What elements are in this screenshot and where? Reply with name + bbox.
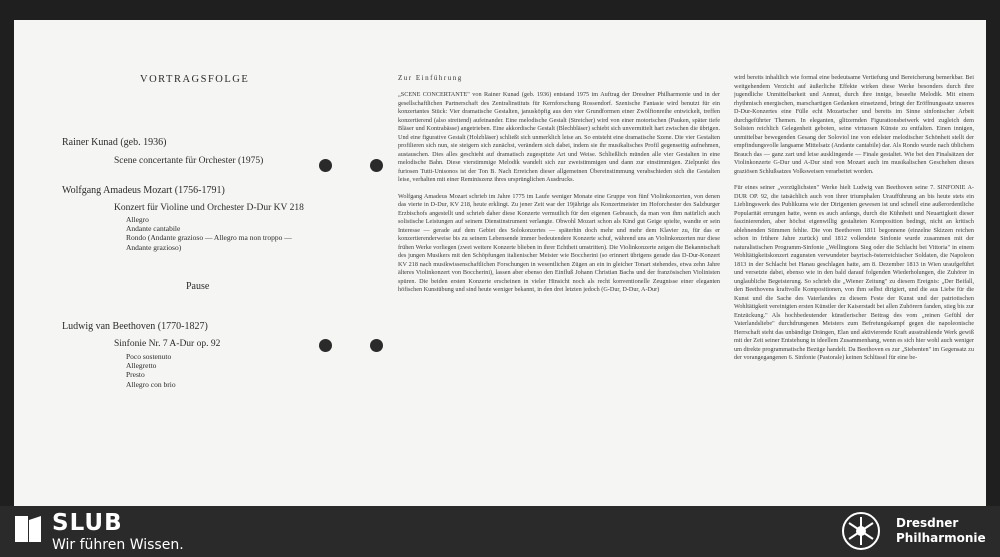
movement: Allegro (126, 215, 149, 224)
composer-2: Wolfgang Amadeus Mozart (1756-1791) (62, 185, 225, 196)
composer-1: Rainer Kunad (geb. 1936) (62, 137, 167, 148)
binding-hole (370, 159, 383, 172)
movement: Andante grazioso) (126, 242, 182, 252)
program-sheet (14, 20, 986, 506)
dp-name-line1: Dresdner (896, 516, 959, 530)
footer-bar (0, 506, 1000, 557)
work-1: Scene concertante für Orchester (1975) (114, 156, 264, 166)
movement: Poco sostenuto (126, 352, 172, 361)
work-2: Konzert für Violine und Orchester D-Dur KV 218 (114, 203, 304, 213)
movement: Andante cantabile (126, 224, 181, 234)
dp-name-line2: Philharmonie (896, 531, 986, 545)
binding-hole (319, 159, 332, 172)
composer-3: Ludwig van Beethoven (1770-1827) (62, 321, 208, 332)
program-title: VORTRAGSFOLGE (140, 74, 250, 85)
pause-label: Pause (186, 281, 210, 292)
intro-heading: Zur Einführung (398, 74, 463, 82)
dresdner-philharmonie-logo-icon (836, 509, 886, 554)
movement: Rondo (Andante grazioso — Allegro ma non troppo — (126, 233, 292, 243)
slub-logo-icon (14, 514, 42, 544)
intro-paragraph: „SCENE CONCERTANTE" von Rainer Kunad (geb. 1936) entstand 1975 im Auftrag der Dresdner Philharmonie und in der gesellschaftlichen Partnerschaft des Zentralinstituts für Kernforschung Rossendorf. Szenische Fantasie wird benutzt für ein konzertantes Stück: Vier dramatische Gestalten, janusköpfig aus den vier Grundformen einer Zwölftonreihe entwickelt, treffen konzertierend (also streitend) aufeinander. Eine melodische Gestalt (Streicher) wird von einer motorischen (Pauken, später tiefe Bläser und Kontrabässe) angetrieben. Eine akkordische Gestalt (Blechbläser) schiebt sich unvermittelt hart zwischen die übrigen. Und eine figurative Gestalt (Holzbläser) schließt sich unmerklich leise an. So entsteht eine dramatische Szene. Die vier Gestalten profilieren sich nun, sie steigern sich zunächst, verändern sich dabei, indem sie ihr musikalisches Profil gegenseitig aufnehmen, austauschen. Dies alles geschieht auf dramatisch zugespitzte Art und Weise. Schließlich münden alle vier Gestalten in eine melodische Bahn. Diese vierstimmige Melodik wandelt sich zur zweistimmigen und dann zur einstimmigen. Zielpunkt des furiosen Tutti-Unisonos ist der Ton B. Nach Erreichen dieser allgemeinen Übereinstimmung verabschieden sich die Gestalten leise, verhalten mit einer Reminiszenz ihres ursprünglichen Ausdrucks. (398, 91, 720, 183)
intro-paragraph: wird bereits inhaltlich wie formal eine bedeutsame Vertiefung und Bereicherung bemerkbar. Bei weitgehendem Verzicht auf äußerliche Effekte wirken diese Werke besonders durch ihre jugendliche Unmittelbarkeit und Anmut, durch ihre innige, beseelte Melodik. Mit einem rhythmisch energischen, marschartigen Gedanken einsetzend, bringt der Eröffnungssatz unseres D-Dur-Konzertes eine Fülle echt Mozartscher und bereits im Sinne sinfonischer Arbeit durchgeführter Themen. In eleganten, glitzernden Figurationsbeiwerk wird zugleich dem Solisten reichlich Gelegenheit geboten, seine virtuosen Künste zu entfalten. Einen innigen, unmittelbar bewegenden Gesang der Soloviol ine von edelster melodischer Schönheit stellt der empfindungsvolle langsame Mittelsatz (Andante cantabile) dar. Als Rondo wurde nach üblichem Brauch das — ganz zart und leise ausklingende — Finale gestaltet. Wie bei den Finalsätzen der Violinkonzerte G-Dur und A-Dur sind von Mozart auch im musikalischen Geschehen dieses graziösen Schlußsatzes Volksweisen verarbeitet worden. (734, 74, 974, 175)
intro-paragraph: Für eines seiner „vorzüglichsten" Werke hielt Ludwig van Beethoven seine 7. SINFONIE A-DUR OP. 92, die tatsächlich auch von ihrer triumphalen Uraufführung an bis heute stets ein Lieblingswerk des Publikums wie der Dirigenten gewesen ist und schnell eine außerordentliche Popularität errungen hatte, wenn es auch anfangs, durch die Kühnheit und Neuartigkeit dieser faszinierenden, aber höchst eigenwillig gestalteten Komposition bedingt, nicht an kritisch ablehnenden Stimmen fehlte. Die von Beethoven 1811 begonnene (einzelne Skizzen reichen schon in frühere Jahre zurück) und 1812 vollendete Sinfonie wurde zusammen mit der naturalistischen Programm-Sinfonie „Wellingtons Sieg oder die Schlacht bei Vittoria" in einem Wohltätigkeitskonzert zugunsten verwundeter bayrisch-österreichischer Soldaten, die Napoleon 1813 in der Schlacht bei Hanau geschlagen hatte, am 8. Dezember 1813 in Wien uraufgeführt und versetzte dabei, ebenso wie in den bald darauf folgenden Wiederholungen, die Zuhörer in unglaubliche Begeisterung. So schrieb die „Wiener Zeitung" zu diesem Ereignis: „Der Beifall, den Beethovens kraftvolle Kompositionen, von ihm selbst dirigiert, und die aus Liebe für die Kunst und die Sache des Vaterlandes zu diesem Feste der Kunst und der patriotischen Wohltätigkeit vereinigten ersten Künstler der Kaiserstadt bei allen Zuhörern fanden, stieg bis zur Entzückung." Als hochbedeutender künstlerischer Beitrag des vom „reinen Gefühl der Vaterlandsliebe" durchdrungenen Meisters zum Befreiungskampf gegen die napoleonische Herrschaft steht das unbändige Drängen, Elan und aktivierende Kraft ausstrahlende Werk gewiß mit der Zeit seiner Entstehung in ideellem Zusammenhang, wenn es sich hier wohl auch weniger um direkte programmatische Bezüge handelt. Da Beethoven es zur „Siebenten" im Gegensatz zu der vorangegangenen 6. Sinfonie (Pastorale) keinen Schlüssel für eine be- (734, 184, 974, 361)
movement-list-3 (126, 352, 176, 389)
movement: Presto (126, 370, 145, 380)
intro-column-2 (734, 74, 974, 486)
slub-name: SLUB (52, 510, 123, 536)
work-3: Sinfonie Nr. 7 A-Dur op. 92 (114, 339, 221, 349)
movement: Allegretto (126, 361, 157, 371)
intro-paragraph: Wolfgang Amadeus Mozart schrieb im Jahre 1775 im Laufe weniger Monate eine Gruppe von fünf Violinkonzerten, von denen das vierte in D-Dur, KV 218, heute erklingt. Zu jener Zeit war der 19jährige als Konzertmeister im Hoforchester des Salzburger Erzbischofs angestellt und schrieb daher diese Konzerte vermutlich für den eigenen Gebrauch, da man von ihm natürlich auch solistische Leistungen auf seinem Dienstinstrument verlangte. Obwohl Mozart schon als Kind gut Geige spielte, wandte er sein Interesse — gerade auf dem Gebiet des Solokonzertes — späterhin doch mehr und mehr dem Klavier zu, für das er konzertierenderweise bis zu seinem Lebensende immer bedeutendere Konzerte schuf, während uns an Violinkonzerten nur diese frühen Werke vorliegen (zwei weitere Konzerte blieben in ihrer Echtheit umstritten). Die Violinkonzerte zeigen die Bekanntschaft des jungen Musikers mit den Schöpfungen italienischer Meister wie Boccherini (so erinnert übrigens gerade das D-Dur-Konzert KV 218 nach musikwissenschaftlichen Forschungen in wesentlichen Zügen an ein in gleicher Tonart stehendes, etwa zehn Jahre älteres Violinkonzert von Boccherini), lassen aber ebenso den Einfluß Johann Christian Bachs und der französischen Violinisten spüren. Die beiden ersten Konzerte erscheinen in vieler Hinsicht noch als recht konventionelle Zeugnisse einer eleganten höfischen Kunstübung und sind heute weniger bekannt, in den drei letzten jedoch (G-Dur, D-Dur, A-Dur) (398, 192, 720, 293)
slub-tagline: Wir führen Wissen. (52, 537, 184, 553)
intro-column-1 (398, 91, 720, 486)
binding-hole (370, 339, 383, 352)
binding-hole (319, 339, 332, 352)
movement: Allegro con brio (126, 379, 176, 389)
movement-list-2 (126, 215, 292, 252)
